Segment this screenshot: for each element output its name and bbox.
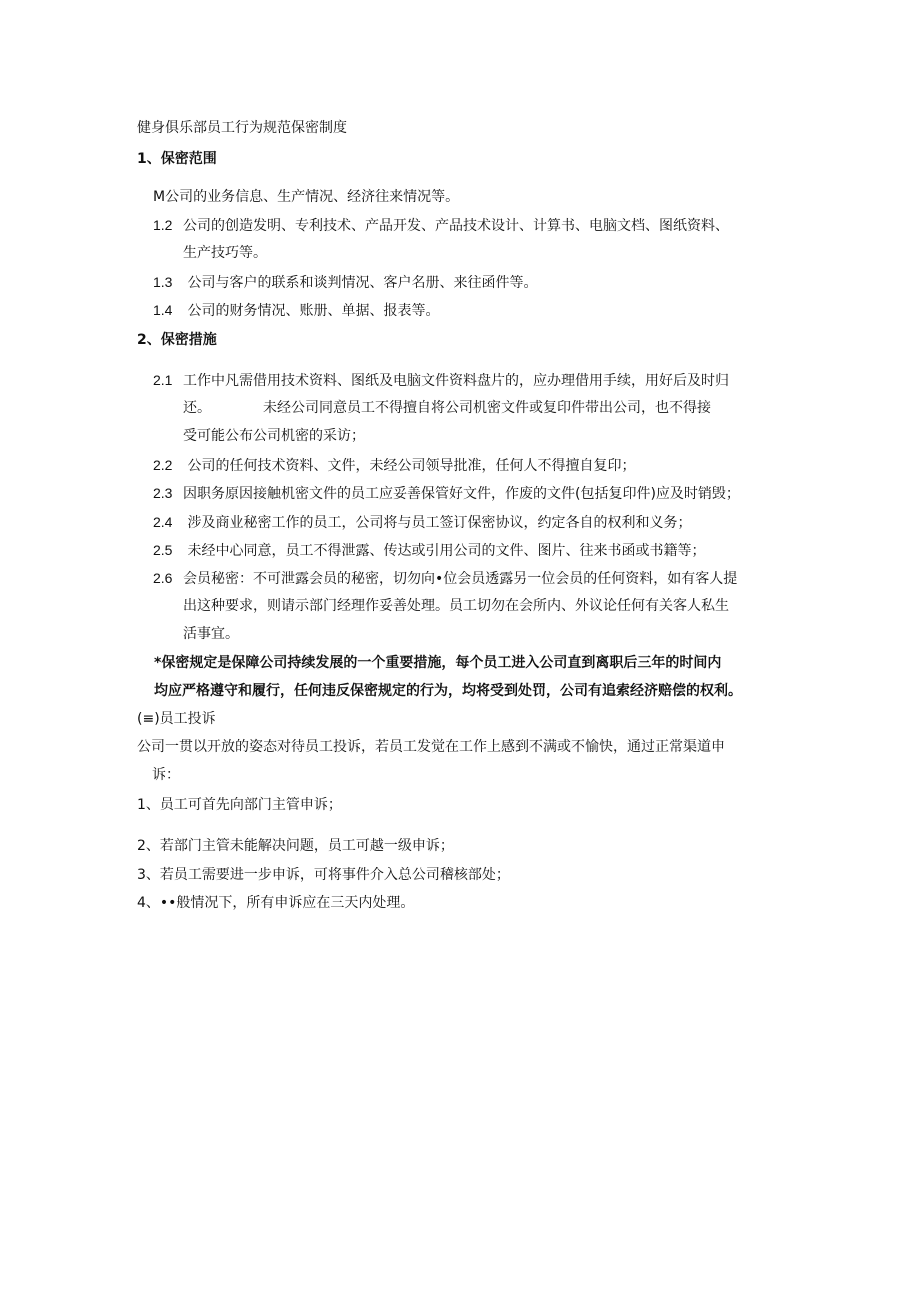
complaint-step-1: 1、员工可首先向部门主管申诉； [137,797,342,813]
scope-item-1: M公司的业务信息、生产情况、经济往来情况等。 [153,189,460,205]
item-text: 未经中心同意，员工不得泄露、传达或引用公司的文件、图片、往来书函或书籍等； [183,543,706,559]
item-text: 工作中凡需借用技术资料、图纸及电脑文件资料盘片的，应办理借用手续，用好后及时归 [183,373,729,389]
item-number: 2.1 [153,372,173,388]
section-heading-measures: 2、保密措施 [137,332,217,348]
item-number: 2.2 [153,457,173,473]
note-line-2: 均应严格遵守和履行，任何违反保密规定的行为，均将受到处罚，公司有追索经济赔偿的权利。 [154,683,742,699]
complaint-step-3: 3、若员工需要进一步申诉，可将事件介入总公司稽核部处； [137,867,510,883]
section-heading-scope: 1、保密范围 [137,151,217,167]
document-title: 健身俱乐部员工行为规范保密制度 [137,120,347,136]
item-number: 2.6 [153,570,173,586]
complaint-step-2: 2、若部门主管未能解决问题，员工可越一级申诉； [137,838,454,854]
complaints-intro: 公司一贯以开放的姿态对待员工投诉，若员工发觉在工作上感到不满或不愉快，通过正常渠道申 [137,739,725,755]
item-number: 1.3 [153,274,173,290]
complaint-step-4: 4、••般情况下，所有申诉应在三天内处理。 [137,895,415,911]
measure-item-6-cont-a: 出这种要求，则请示部门经理作妥善处理。员工切勿在会所内、外议论任何有关客人私生 [183,598,729,614]
scope-item-4 [153,300,439,321]
item-text: 因职务原因接触机密文件的员工应妥善保管好文件，作废的文件(包括复印件)应及时销毁； [183,486,740,502]
item-number: 1.2 [153,217,173,233]
measure-item-1-cont-a: 还。 [183,400,211,416]
item-number: 2.5 [153,542,173,558]
measure-item-5 [153,540,705,561]
item-text: 公司的任何技术资料、文件，未经公司领导批准，任何人不得擅自复印； [183,458,636,474]
item-number: 2.3 [153,485,173,501]
measure-item-1-cont-c: 受可能公布公司机密的采访； [183,428,365,444]
measure-item-3 [153,483,740,504]
section-heading-complaints: (≡)员工投诉 [137,711,216,727]
item-text: 公司的财务情况、账册、单据、报表等。 [183,303,440,319]
complaints-intro-continued: 诉： [152,767,180,783]
measure-item-2 [153,455,635,476]
item-text: 会员秘密：不可泄露会员的秘密，切勿向•位会员透露另一位会员的任何资料，如有客人提 [183,571,738,587]
scope-item-2-continued: 生产技巧等。 [183,245,267,261]
measure-item-6-cont-b: 活事宜。 [183,626,239,642]
item-number: 1.4 [153,302,173,318]
measure-item-1-cont-b: 未经公司同意员工不得擅自将公司机密文件或复印件带出公司，也不得接 [263,400,711,416]
measure-item-4 [153,512,691,533]
scope-item-3 [153,272,537,293]
item-number: 2.4 [153,514,173,530]
note-line-1: *保密规定是保障公司持续发展的一个重要措施，每个员工进入公司直到离职后三年的时间内 [154,655,722,671]
measure-item-6 [153,568,737,589]
measure-item-1 [153,370,729,391]
item-text: 公司的创造发明、专利技术、产品开发、产品技术设计、计算书、电脑文档、图纸资料、 [183,218,729,234]
scope-item-2 [153,215,729,236]
item-text: 公司与客户的联系和谈判情况、客户名册、来往函件等。 [183,275,538,291]
item-text: 涉及商业秘密工作的员工，公司将与员工签订保密协议，约定各自的权利和义务； [183,515,692,531]
